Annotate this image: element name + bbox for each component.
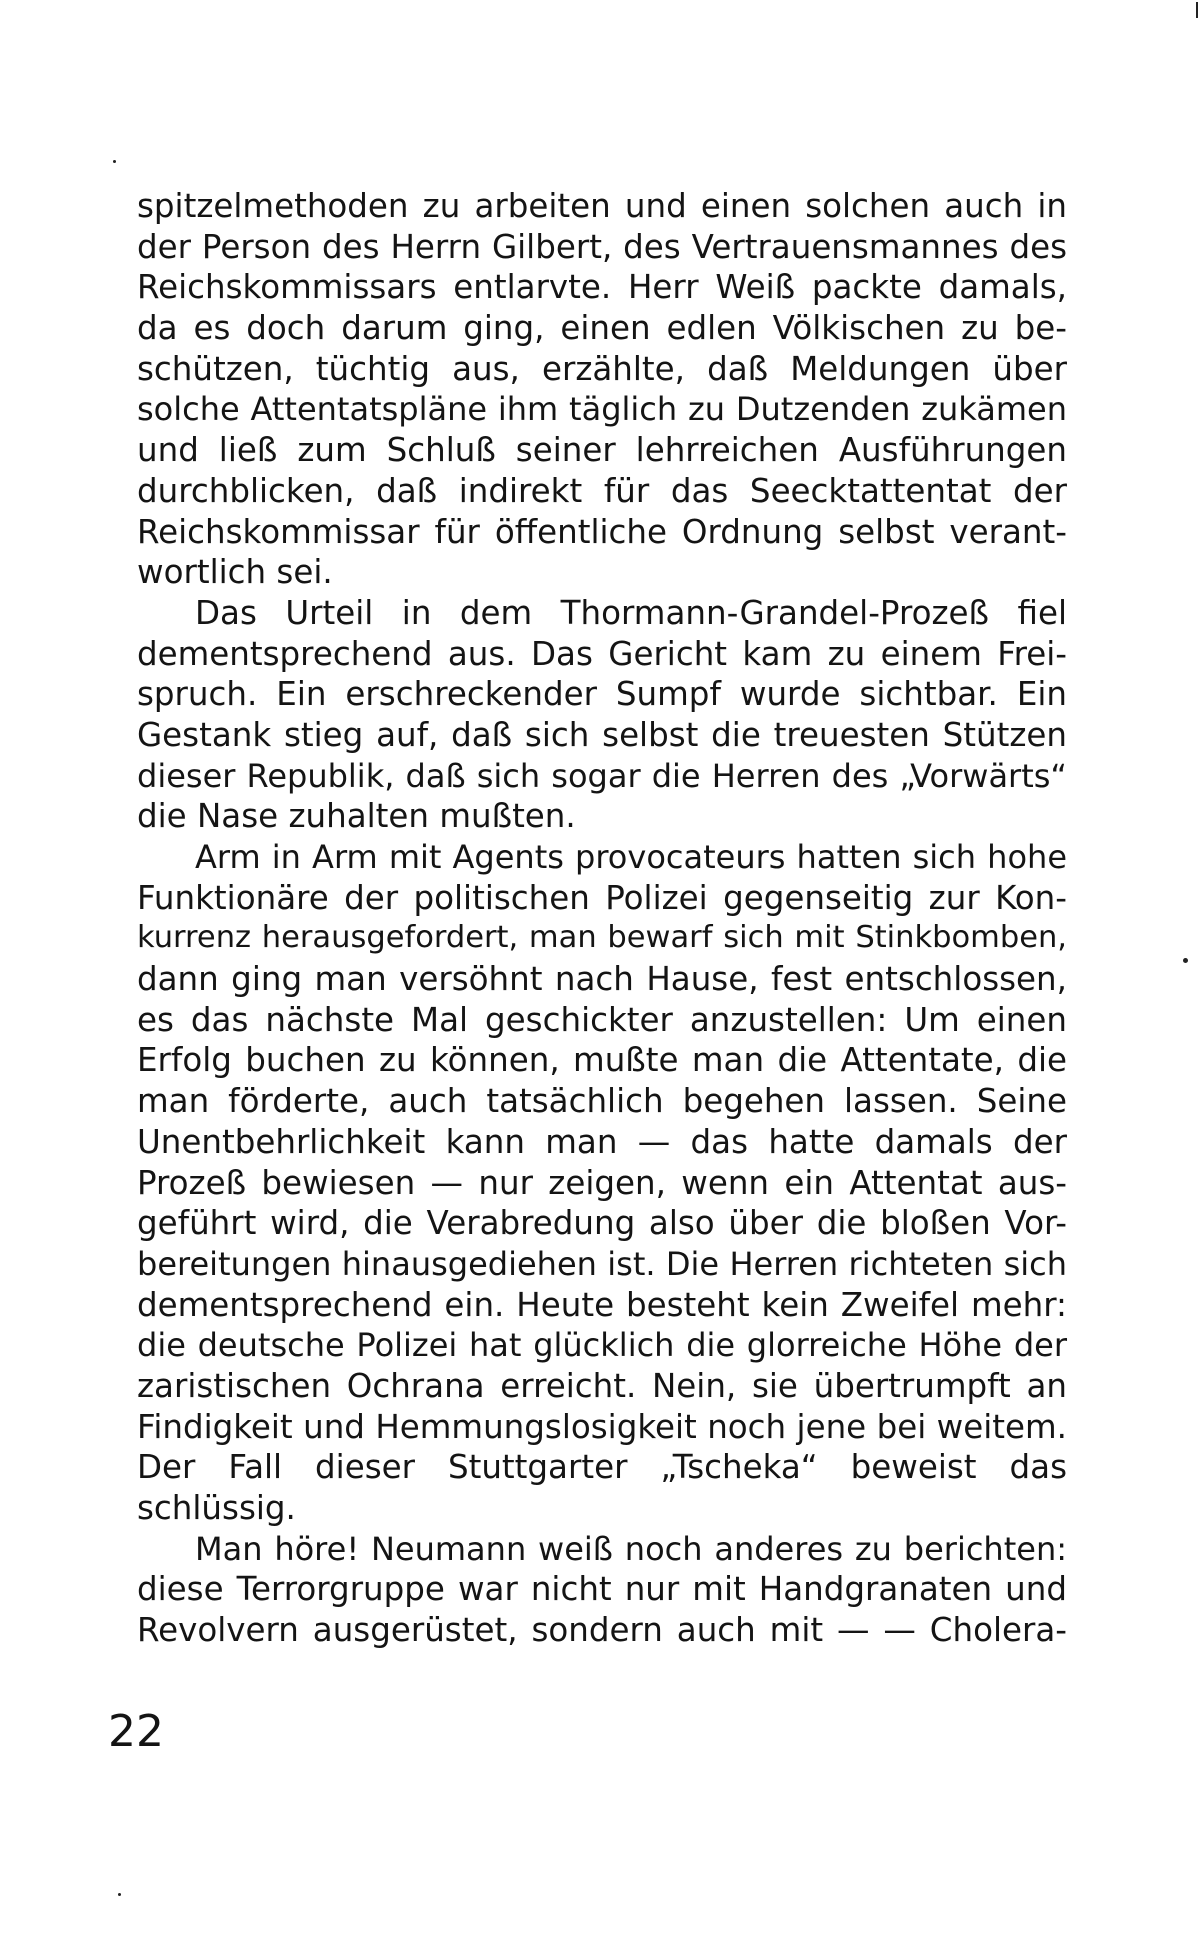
page-number: 22 [108,1706,164,1757]
text-line: diese Terrorgruppe war nicht nur mit Handgranaten und [137,1570,1067,1609]
text-line: Unentbehrlichkeit kann man — das hatte damals der [137,1122,1067,1161]
text-line: man förderte, auch tatsächlich begehen lassen. Seine [137,1082,1067,1121]
text-line: zaristischen Ochrana erreicht. Nein, sie übertrumpft an [137,1366,1067,1405]
text-line: dieser Republik, daß sich sogar die Herren des „Vorwärts“ [137,756,1067,795]
paragraph [137,1529,1067,1651]
text-line: Prozeß bewiesen — nur zeigen, wenn ein Attentat aus- [137,1163,1067,1202]
text-line: solche Attentatspläne ihm täglich zu Dutzenden zukämen [137,390,1067,429]
paragraph [137,593,1067,837]
text-line: Das Urteil in dem Thormann-Grandel-Prozeß fiel [195,593,1067,632]
text-line: und ließ zum Schluß seiner lehrreichen Ausführungen [137,431,1067,470]
text-line: kurrenz herausgefordert, man bewarf sich mit Stinkbomben, [137,920,1067,956]
print-speck [1183,958,1188,963]
print-speck [118,1893,121,1896]
text-line: Findigkeit und Hemmungslosigkeit noch jene bei weitem. [137,1407,1067,1446]
text-line: durchblicken, daß indirekt für das Seecktattentat der [137,471,1067,510]
text-line: spruch. Ein erschreckender Sumpf wurde sichtbar. Ein [137,675,1067,714]
text-line: spitzelmethoden zu arbeiten und einen solchen auch in [137,187,1067,225]
paragraph [137,186,1067,593]
text-line: Reichskommissar für öffentliche Ordnung selbst verant- [137,512,1067,551]
text-line: der Person des Herrn Gilbert, des Vertrauensmannes des [137,227,1067,266]
print-speck [113,160,116,163]
text-line: bereitungen hinausgediehen ist. Die Herren richteten sich [137,1244,1067,1283]
text-line: Man höre! Neumann weiß noch anderes zu berichten: [195,1529,1067,1568]
text-line: dann ging man versöhnt nach Hause, fest entschlossen, [137,960,1067,999]
text-line: die Nase zuhalten mußten. [137,797,576,836]
text-line: Arm in Arm mit Agents provocateurs hatten sich hohe [195,838,1067,876]
text-line: geführt wird, die Verabredung also über die bloßen Vor- [137,1204,1067,1243]
text-line: Der Fall dieser Stuttgarter „Tscheka“ beweist das [137,1448,1067,1487]
text-line: schlüssig. [137,1489,296,1527]
print-speck [1196,2,1198,18]
text-line: die deutsche Polizei hat glücklich die glorreiche Höhe der [137,1326,1067,1365]
text-line: Erfolg buchen zu können, mußte man die Attentate, die [137,1041,1067,1080]
text-line: da es doch darum ging, einen edlen Völkischen zu be- [137,309,1067,348]
text-line: Revolvern ausgerüstet, sondern auch mit — — Cholera- [137,1611,1067,1650]
paragraph [137,837,1067,1529]
body-text [137,186,1067,1651]
text-line: dementsprechend ein. Heute besteht kein Zweifel mehr: [137,1285,1067,1324]
text-line: wortlich sei. [137,553,333,592]
text-line: es das nächste Mal geschickter anzustellen: Um einen [137,1000,1067,1039]
text-line: schützen, tüchtig aus, erzählte, daß Meldungen über [137,349,1067,388]
text-line: Gestank stieg auf, daß sich selbst die treuesten Stützen [137,715,1067,754]
text-line: Funktionäre der politischen Polizei gegenseitig zur Kon- [137,878,1067,917]
text-line: dementsprechend aus. Das Gericht kam zu einem Frei- [137,634,1067,673]
text-line: Reichskommissars entlarvte. Herr Weiß packte damals, [137,268,1067,307]
